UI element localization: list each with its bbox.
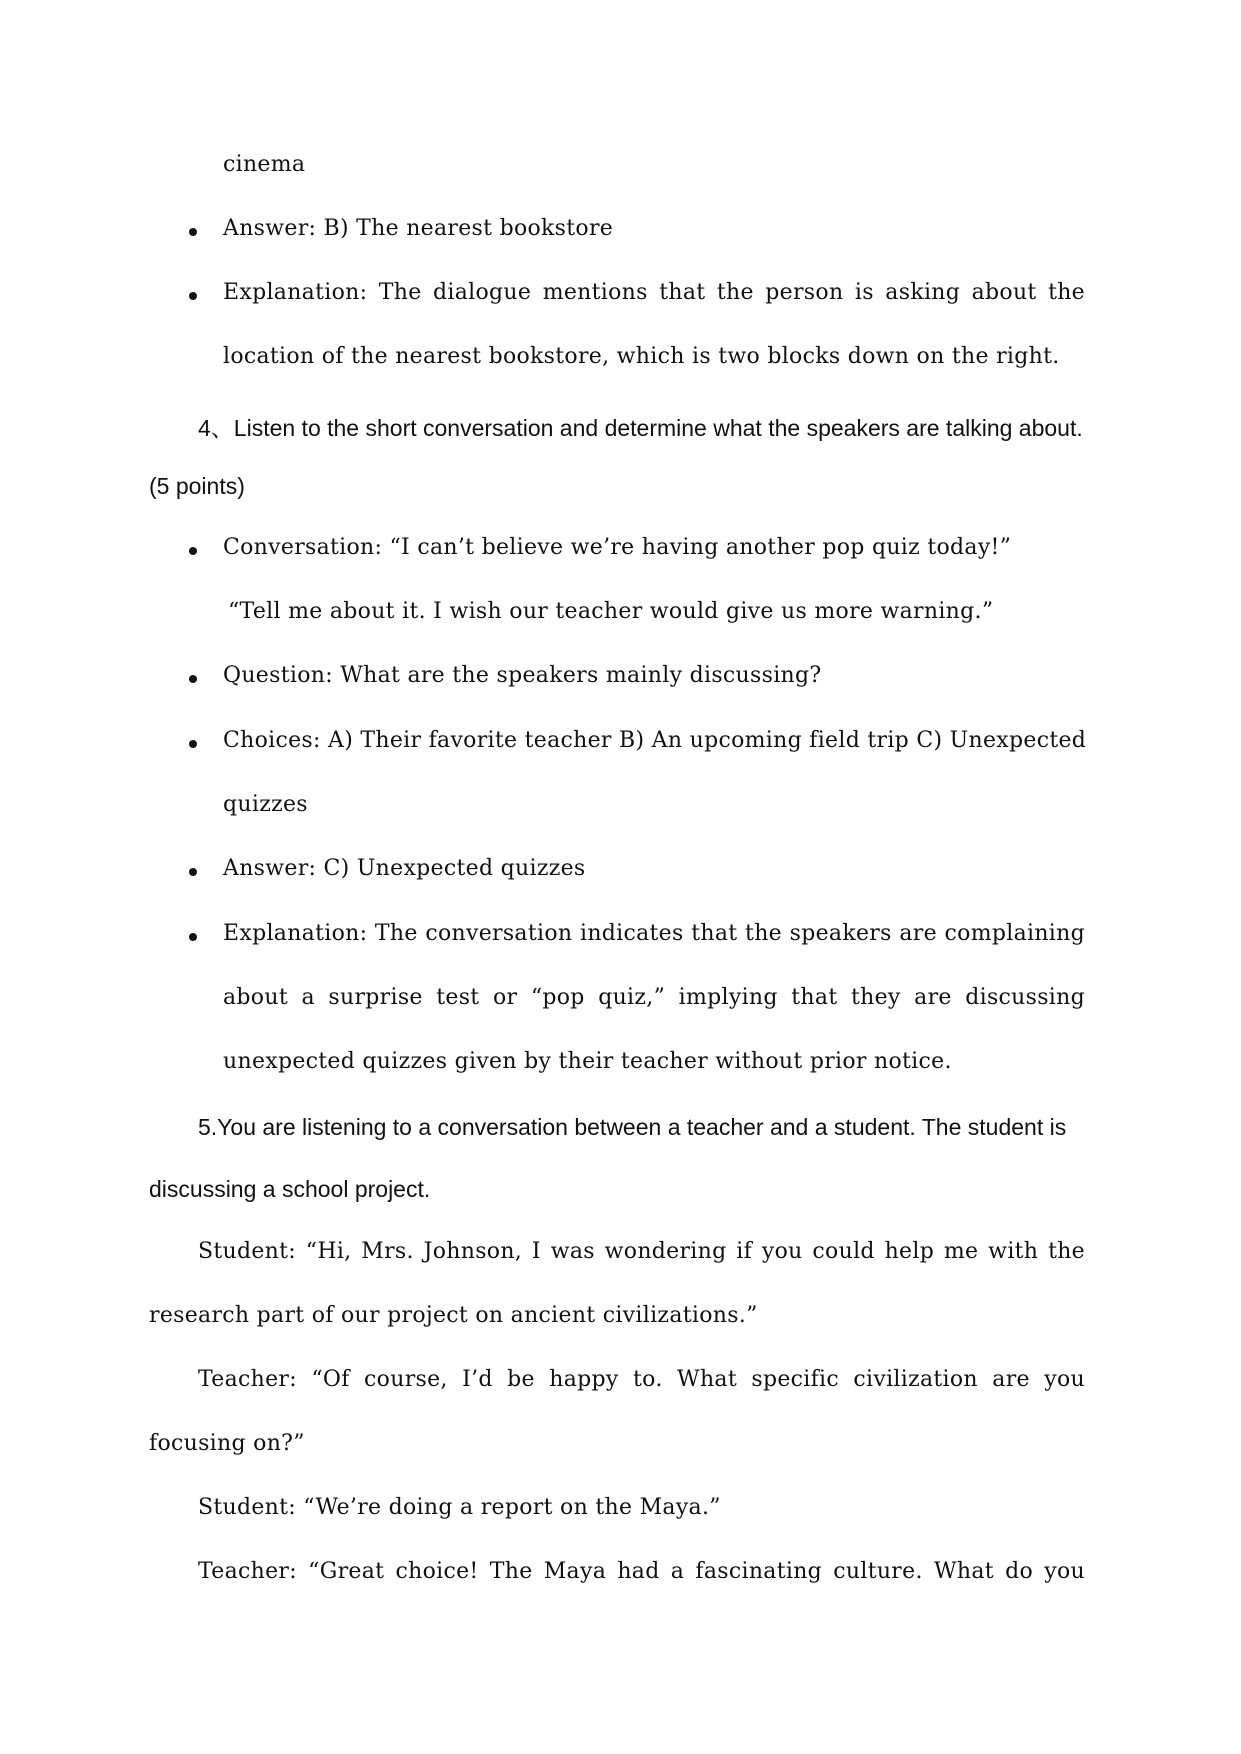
q4-choices-line-1: Choices: A) Their favorite teacher B) An upcoming field trip C) Unexpected: [223, 728, 1087, 753]
q4-explanation-line-1: Explanation: The conversation indicates that the speakers are complaining: [223, 921, 1085, 946]
q4-question: Question: What are the speakers mainly discussing?: [223, 663, 822, 688]
bullet-icon: [189, 547, 197, 555]
dialogue-line: Teacher: “Great choice! The Maya had a fascinating culture. What do you: [198, 1559, 1085, 1584]
dialogue-line: Teacher: “Of course, I’d be happy to. What specific civilization are you: [198, 1367, 1085, 1392]
q4-title-line-1: 4、Listen to the short conversation and determine what the speakers are talking about.: [198, 415, 1083, 441]
q3-answer: Answer: B) The nearest bookstore: [223, 216, 614, 241]
dialogue-line: research part of our project on ancient civilizations.”: [149, 1303, 758, 1328]
q4-title-line-2: (5 points): [149, 473, 245, 499]
dialogue-line: Student: “Hi, Mrs. Johnson, I was wondering if you could help me with the: [198, 1239, 1085, 1264]
q5-title-line-2: discussing a school project.: [149, 1176, 431, 1202]
bullet-icon: [189, 292, 197, 300]
q4-choices-line-2: quizzes: [223, 792, 308, 817]
q3-explanation-line-2: location of the nearest bookstore, which is two blocks down on the right.: [223, 344, 1060, 369]
bullet-icon: [189, 868, 197, 876]
q4-conversation-line-1: Conversation: “I can’t believe we’re having another pop quiz today!”: [223, 535, 1012, 560]
q4-answer: Answer: C) Unexpected quizzes: [223, 856, 586, 881]
q5-title-line-1: 5.You are listening to a conversation between a teacher and a student. The student is: [198, 1114, 1067, 1140]
dialogue-line: Student: “We’re doing a report on the Maya.”: [198, 1495, 721, 1520]
bullet-icon: [189, 740, 197, 748]
dialogue-line: focusing on?”: [149, 1431, 305, 1456]
bullet-icon: [189, 675, 197, 683]
q4-explanation-line-2: about a surprise test or “pop quiz,” implying that they are discussing: [223, 985, 1085, 1010]
q4-explanation-line-3: unexpected quizzes given by their teacher without prior notice.: [223, 1049, 952, 1074]
q3-explanation-line-1: Explanation: The dialogue mentions that the person is asking about the: [223, 280, 1085, 305]
bullet-icon: [189, 228, 197, 236]
bullet-icon: [189, 933, 197, 941]
choice-continuation: cinema: [223, 152, 306, 177]
q4-conversation-line-2: “Tell me about it. I wish our teacher would give us more warning.”: [228, 599, 994, 624]
